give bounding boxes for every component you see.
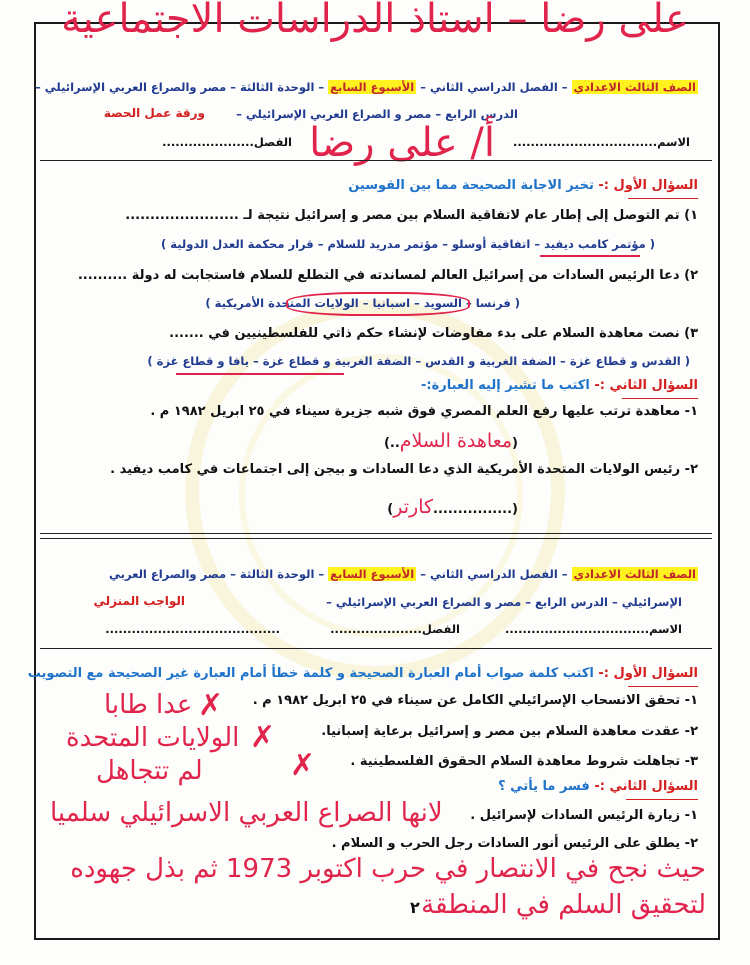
cw-q2-heading: السؤال الثاني :- اكتب ما تشير إليه العبارة:- [421, 378, 698, 393]
hw-q1-heading: السؤال الأول :- اكتب كلمة صواب أمام العبارة الصحيحة و كلمة خطأ أمام العبارة غير الصحيحة مع التصويب [27, 666, 698, 681]
hw-q1-item1-wrong-mark: ✗ [198, 688, 224, 723]
hw-q2-item2: ٢- يطلق على الرئيس أنور السادات رجل الحرب و السلام . [331, 836, 698, 851]
cw-q2-item2-answer: (................كارتر) [387, 496, 518, 518]
hw-q1-item2-correction: الولايات المتحدة [66, 723, 240, 753]
cw-q2-underline [622, 398, 698, 399]
cw-q1-item1-options: ( مؤتمر كامب ديفيد – اتفاقية أوسلو – مؤتمر مدريد للسلام – قرار محكمة العدل الدولية ) [161, 237, 655, 251]
hw-name-field-label: الاسم................................. [505, 622, 682, 636]
hw-q2-item1-answer: لانها الصراع العربي الاسرائيلي سلميا [50, 798, 443, 828]
homework-lesson-label: الإسرائيلي – الدرس الرابع – مصر و الصراع العربي الإسرائيلي – [326, 595, 682, 609]
hw-q2-heading: السؤال الثاني :- فسر ما يأتي ؟ [498, 779, 698, 794]
cw-q1-item3: ٣) نصت معاهدة السلام على بدء مفاوضات لإنشاء حكم ذاتي للفلسطينيين في ....... [169, 326, 698, 341]
homework-sheet-title: الواجب المنزلي [93, 594, 185, 608]
teacher-signature: أ/ على رضا [309, 120, 495, 166]
hw-extra-dots: ........................................ [105, 622, 280, 636]
cw-q1-item1: ١) تم التوصل إلى إطار عام لاتفاقية السلام بين مصر و إسرائيل نتيجة لـ ....................... [125, 208, 698, 223]
hw-q1-item3-wrong-mark: ✗ [290, 748, 316, 783]
hw-q1-item2-wrong-mark: ✗ [250, 720, 276, 755]
cw-q2-item2: ٢- رئيس الولايات المتحدة الأمريكية الذي دعا السادات و بيجن إلى اجتماعات في كامب ديفيد . [110, 462, 698, 477]
homework-header-line1: الصف الثالث الاعدادي – الفصل الدراسي الثاني – الأسبوع السابع – الوحدة الثالثة – مصر والصراع العربي [109, 567, 696, 581]
hw-q1-item1: ١- تحقق الانسحاب الإسرائيلي الكامل عن سيناء في ٢٥ ابريل ١٩٨٢ م . [252, 693, 698, 708]
unit-label: – الوحدة الثالثة – مصر والصراع العربي الإسرائيلي – [35, 80, 325, 94]
week-label: الأسبوع السابع [330, 80, 415, 94]
hw-q2-item2-answer-line1: حيث نجح في الانتصار في حرب اكتوبر 1973 ثم بذل جهوده [70, 854, 706, 884]
cw-q1-item2: ٢) دعا الرئيس السادات من إسرائيل العالم لمساندته في التطلع للسلام فاستجابت له دولة .......... [77, 268, 698, 283]
hw-q2-item1: ١- زيارة الرئيس السادات لإسرائيل . [470, 808, 698, 823]
header-divider [40, 160, 712, 161]
cw-q1-underline [628, 198, 698, 199]
class-field-label: الفصل..................... [162, 135, 292, 149]
hw-q1-item1-correction: عدا طابا [104, 690, 193, 720]
grade-label: الصف الثالث الاعدادي [573, 80, 696, 94]
hw-q1-item2: ٢- عقدت معاهدة السلام بين مصر و إسرائيل برعاية إسبانيا. [321, 724, 698, 739]
classwork-header-line1 [35, 80, 698, 94]
hw-q2-underline [626, 799, 698, 800]
section-separator [40, 533, 712, 539]
page-number: ٢ [410, 898, 420, 917]
cw-q2-item1-answer: (معاهدة السلام..) [383, 430, 518, 452]
hw-q1-item3: ٣- تجاهلت شروط معاهدة السلام الحقوق الفلسطينية . [350, 754, 698, 769]
term-label: – الفصل الدراسي الثاني – [420, 80, 568, 94]
cw-q1-heading: السؤال الأول :- تخير الاجابة الصحيحة مما بين القوسين [348, 178, 698, 193]
cw-q1-item1-answer-underline [540, 255, 640, 257]
hw-q2-item2-answer-line2: لتحقيق السلم في المنطقة [421, 890, 706, 920]
cw-q1-item3-options: ( القدس و قطاع غزة – الضفة الغربية و القدس – الضفة الغربية و قطاع غزة – يافا و قطاع غزة ) [147, 354, 690, 368]
cw-q1-item2-options: ( فرنسا – السويد – اسبانيا – الولايات المتحدة الأمريكية ) [205, 296, 520, 310]
teacher-banner: على رضا – استاذ الدراسات الاجتماعية [61, 0, 689, 42]
hw-q1-item3-correction: لم تتجاهل [96, 756, 203, 786]
name-field-label: الاسم................................. [513, 135, 690, 149]
hw-q1-underline [628, 686, 698, 687]
hw-header-divider [40, 648, 712, 649]
lesson-label: الدرس الرابع – مصر و الصراع العربي الإسرائيلي – [236, 107, 518, 121]
cw-q1-item2-answer-circle [286, 292, 470, 316]
cw-q1-item3-answer-underline [176, 373, 344, 375]
hw-class-field-label: الفصل..................... [330, 622, 460, 636]
classwork-sheet-title: ورقة عمل الحصة [103, 106, 205, 120]
cw-q2-item1: ١- معاهدة ترتب عليها رفع العلم المصري فوق شبه جزيرة سيناء في ٢٥ ابريل ١٩٨٢ م . [150, 404, 698, 419]
